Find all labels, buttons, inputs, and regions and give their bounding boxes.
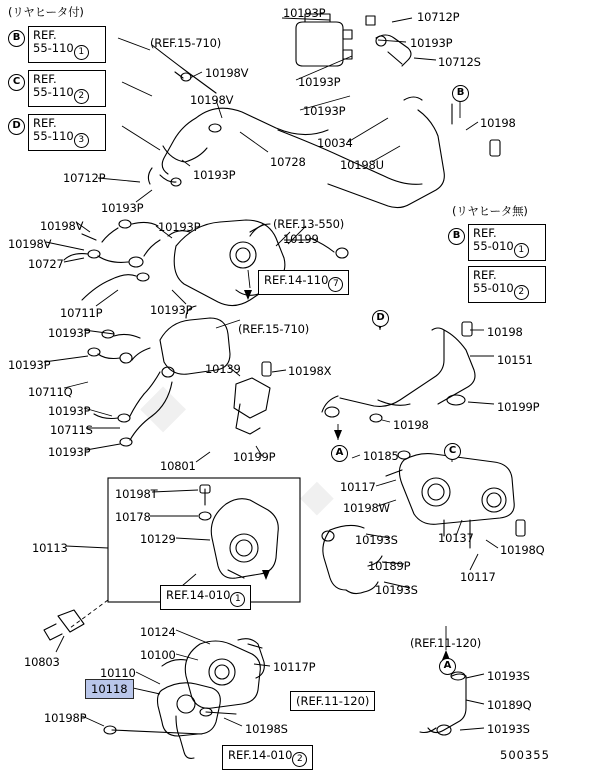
callout-10193P-11[interactable]: 10193P (48, 404, 91, 418)
callout-10117[interactable]: 10117 (340, 480, 376, 494)
ref-label-line1: REF. (33, 116, 57, 130)
ref-num-1: 1 (74, 45, 89, 60)
callout-10193P-9[interactable]: 10193P (48, 326, 91, 340)
ref-15-710-mid[interactable]: (REF.15-710) (238, 322, 309, 336)
callout-10198V-2[interactable]: 10198V (190, 93, 234, 107)
group-header-without-heater: (リヤヒータ無) (452, 204, 528, 218)
callout-10727[interactable]: 10727 (28, 257, 64, 271)
callout-10712P-2[interactable]: 10712P (63, 171, 106, 185)
ref-box-55-010-2[interactable] (468, 266, 546, 303)
callout-10712P[interactable]: 10712P (417, 10, 460, 24)
ref-14-110-label: REF.14-110 (264, 273, 329, 287)
callout-10117P[interactable]: 10117P (273, 660, 316, 674)
callout-10193P-5[interactable]: 10193P (193, 168, 236, 182)
node-marker-A: A (331, 445, 348, 462)
callout-10100[interactable]: 10100 (140, 648, 176, 662)
watermark-2: ◆ (300, 470, 334, 521)
ref-label-line2: 55-110 (33, 129, 74, 143)
callout-10198S[interactable]: 10198S (245, 722, 288, 736)
ref-label-line2: 55-010 (473, 239, 514, 253)
callout-10198Q[interactable]: 10198Q (500, 543, 545, 557)
node-marker-B: B (452, 85, 469, 102)
callout-10193P-8[interactable]: 10193P (150, 303, 193, 317)
ref-14-010-1[interactable] (160, 585, 251, 610)
callout-10199P-2[interactable]: 10199P (233, 450, 276, 464)
ref-label-line1: REF. (473, 268, 497, 282)
callout-10193P-12[interactable]: 10193P (48, 445, 91, 459)
marker-C-1: C (8, 74, 25, 91)
callout-10178[interactable]: 10178 (115, 510, 151, 524)
callout-10193P-4[interactable]: 10193P (303, 104, 346, 118)
ref-box-55-010-1[interactable] (468, 224, 546, 261)
ref-label-line2: 55-010 (473, 281, 514, 295)
callout-10198V[interactable]: 10198V (205, 66, 249, 80)
ref-14-110-7[interactable] (258, 270, 349, 295)
callout-10034[interactable]: 10034 (317, 136, 353, 150)
callout-10711S[interactable]: 10711S (50, 423, 93, 437)
callout-10198-2[interactable]: 10198 (487, 325, 523, 339)
callout-10801[interactable]: 10801 (160, 459, 196, 473)
callout-10198P[interactable]: 10198P (44, 711, 87, 725)
ref-label-line1: REF. (33, 72, 57, 86)
group-header-with-heater: (リヤヒータ付) (8, 5, 84, 19)
callout-10189P[interactable]: 10189P (368, 559, 411, 573)
diagram-code: 500355 (500, 748, 550, 762)
ref-label-line1: REF. (33, 28, 57, 42)
ref-num-2: 2 (514, 285, 529, 300)
ref-13-550[interactable]: (REF.13-550) (273, 217, 344, 231)
callout-10198V-3[interactable]: 10198V (40, 219, 84, 233)
callout-10193S-4[interactable]: 10193S (487, 722, 530, 736)
callout-10711Q[interactable]: 10711Q (28, 385, 73, 399)
ref-box-55-110-1[interactable] (28, 26, 106, 63)
ref-14-010-label: REF.14-010 (166, 588, 231, 602)
ref-label-line2: 55-110 (33, 41, 74, 55)
callout-10199[interactable]: 10199 (283, 232, 319, 246)
ref-num-1b: 1 (230, 592, 245, 607)
marker-B-1: B (8, 30, 25, 47)
ref-box-55-110-2[interactable] (28, 70, 106, 107)
callout-10198U[interactable]: 10198U (340, 158, 384, 172)
callout-10117-2[interactable]: 10117 (460, 570, 496, 584)
ref-11-120-b[interactable]: (REF.11-120) (290, 691, 375, 711)
ref-14-010-label-2: REF.14-010 (228, 748, 293, 762)
callout-10193P-6[interactable]: 10193P (101, 201, 144, 215)
callout-10193P[interactable]: 10193P (283, 6, 326, 20)
callout-10193S-3[interactable]: 10193S (487, 669, 530, 683)
ref-14-010-2[interactable] (222, 745, 313, 770)
highlighted-part-10118[interactable]: 10118 (85, 679, 134, 699)
callout-10711P[interactable]: 10711P (60, 306, 103, 320)
callout-10193S-2[interactable]: 10193S (375, 583, 418, 597)
node-marker-D: D (372, 310, 389, 327)
callout-10198W[interactable]: 10198W (343, 501, 390, 515)
callout-10193P-7[interactable]: 10193P (158, 220, 201, 234)
callout-10124[interactable]: 10124 (140, 625, 176, 639)
callout-10193P-3[interactable]: 10193P (298, 75, 341, 89)
callout-10198-3[interactable]: 10198 (393, 418, 429, 432)
node-marker-A2: A (439, 658, 456, 675)
ref-11-120-a[interactable]: (REF.11-120) (410, 636, 481, 650)
ref-label-line2: 55-110 (33, 85, 74, 99)
ref-box-55-110-3[interactable] (28, 114, 106, 151)
watermark: ◆ (140, 370, 187, 440)
callout-10110[interactable]: 10110 (100, 666, 136, 680)
callout-10198V-4[interactable]: 10198V (8, 237, 52, 251)
callout-10189Q[interactable]: 10189Q (487, 698, 532, 712)
callout-10193P-10[interactable]: 10193P (8, 358, 51, 372)
callout-10198T[interactable]: 10198T (115, 487, 158, 501)
node-marker-C: C (444, 443, 461, 460)
ref-label-line1: REF. (473, 226, 497, 240)
callout-10193P-2[interactable]: 10193P (410, 36, 453, 50)
callout-10151[interactable]: 10151 (497, 353, 533, 367)
callout-10199P[interactable]: 10199P (497, 400, 540, 414)
callout-10139[interactable]: 10139 (205, 362, 241, 376)
callout-10198[interactable]: 10198 (480, 116, 516, 130)
callout-10712S[interactable]: 10712S (438, 55, 481, 69)
ref-num-2: 2 (74, 89, 89, 104)
ref-num-2b: 2 (292, 752, 307, 767)
ref-num-3: 3 (74, 133, 89, 148)
callout-10728[interactable]: 10728 (270, 155, 306, 169)
callout-10803[interactable]: 10803 (24, 655, 60, 669)
callout-10198X[interactable]: 10198X (288, 364, 332, 378)
callout-10129[interactable]: 10129 (140, 532, 176, 546)
callout-10193S[interactable]: 10193S (355, 533, 398, 547)
callout-10137[interactable]: 10137 (438, 531, 474, 545)
ref-num-1: 1 (514, 243, 529, 258)
marker-D-1: D (8, 118, 25, 135)
ref-15-710-top[interactable]: (REF.15-710) (150, 36, 221, 50)
callout-10185[interactable]: 10185 (363, 449, 399, 463)
callout-10113[interactable]: 10113 (32, 541, 68, 555)
marker-B-2: B (448, 228, 465, 245)
ref-num-7: 7 (328, 277, 343, 292)
